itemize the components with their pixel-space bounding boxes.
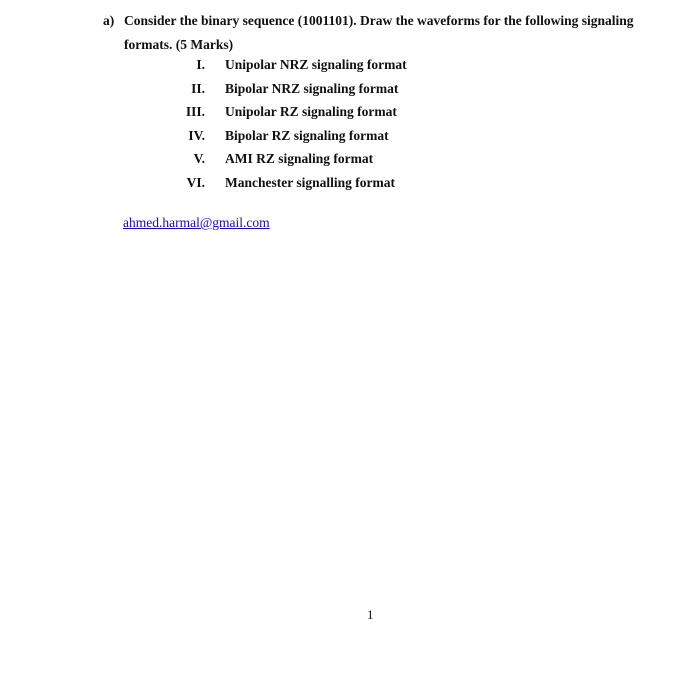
list-label: Unipolar RZ signaling format [225, 104, 397, 120]
question-label: a) [103, 13, 115, 28]
list-item [0, 175, 700, 199]
list-label: Bipolar NRZ signaling format [225, 80, 399, 96]
format-list [0, 57, 700, 199]
question-text-line1: Consider the binary sequence (1001101). Draw the waveforms for the following signaling [124, 13, 634, 28]
list-label: Manchester signalling format [225, 174, 395, 190]
list-label: Unipolar NRZ signaling format [225, 57, 407, 72]
list-item [0, 151, 700, 175]
list-numeral: VI. [186, 174, 205, 190]
list-numeral: V. [193, 151, 205, 167]
list-numeral: I. [196, 57, 205, 72]
list-label: Bipolar RZ signaling format [225, 127, 389, 143]
list-numeral: II. [191, 80, 205, 96]
list-numeral: III. [185, 104, 205, 120]
question-text-line2: formats. (5 Marks) [124, 37, 234, 52]
list-item [0, 128, 700, 152]
page-number: 1 [367, 607, 374, 622]
list-label: AMI RZ signaling format [225, 151, 374, 167]
email-link[interactable]: ahmed.harmal@gmail.com [123, 215, 270, 230]
list-item [0, 104, 700, 128]
list-item [0, 81, 700, 105]
list-item [0, 57, 700, 81]
list-numeral: IV. [188, 127, 205, 143]
